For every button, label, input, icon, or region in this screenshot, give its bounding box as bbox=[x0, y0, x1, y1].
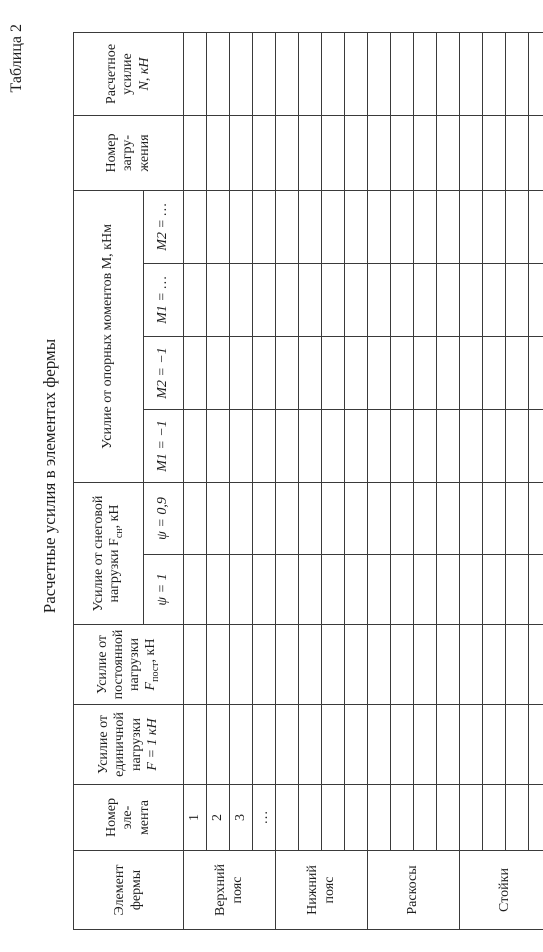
value-cell bbox=[230, 337, 253, 410]
value-cell bbox=[345, 33, 368, 116]
value-cell bbox=[230, 410, 253, 483]
value-cell bbox=[437, 191, 460, 264]
element-number-cell: 1 bbox=[184, 785, 207, 851]
table-row bbox=[368, 33, 391, 930]
value-cell bbox=[483, 116, 506, 191]
value-cell bbox=[437, 264, 460, 337]
value-cell bbox=[414, 625, 437, 705]
header-number: Номер эле- мента bbox=[74, 785, 184, 851]
table-row bbox=[414, 33, 437, 930]
value-cell bbox=[276, 625, 299, 705]
value-cell bbox=[230, 191, 253, 264]
header-load-number: Номер загру- жения bbox=[74, 116, 184, 191]
value-cell bbox=[506, 410, 529, 483]
value-cell bbox=[437, 555, 460, 625]
value-cell bbox=[322, 483, 345, 555]
value-cell bbox=[506, 705, 529, 785]
element-number-cell bbox=[299, 785, 322, 851]
value-cell bbox=[529, 555, 543, 625]
value-cell bbox=[391, 337, 414, 410]
header-m1-unit: M1 = −1 bbox=[144, 410, 184, 483]
header-m1-value: M1 = … bbox=[144, 264, 184, 337]
element-number-cell: 3 bbox=[230, 785, 253, 851]
value-cell bbox=[368, 33, 391, 116]
value-cell bbox=[322, 337, 345, 410]
value-cell bbox=[253, 191, 276, 264]
value-cell bbox=[184, 337, 207, 410]
value-cell bbox=[460, 555, 483, 625]
value-cell bbox=[414, 264, 437, 337]
table-row bbox=[460, 33, 483, 930]
value-cell bbox=[460, 191, 483, 264]
element-number-cell bbox=[391, 785, 414, 851]
value-cell bbox=[184, 116, 207, 191]
value-cell bbox=[483, 625, 506, 705]
value-cell bbox=[299, 410, 322, 483]
value-cell bbox=[483, 337, 506, 410]
header-design-force: Расчетное усилие N, кН bbox=[74, 33, 184, 116]
value-cell bbox=[391, 625, 414, 705]
value-cell bbox=[207, 191, 230, 264]
value-cell bbox=[437, 410, 460, 483]
value-cell bbox=[460, 33, 483, 116]
value-cell bbox=[483, 191, 506, 264]
table-label: Таблица 2 bbox=[8, 24, 25, 93]
value-cell bbox=[483, 555, 506, 625]
table-row bbox=[391, 33, 414, 930]
header-m2-unit: M2 = −1 bbox=[144, 337, 184, 410]
value-cell bbox=[529, 705, 543, 785]
element-group-label: Стойки bbox=[460, 851, 543, 930]
header-m2-value: M2 = … bbox=[144, 191, 184, 264]
value-cell bbox=[529, 33, 543, 116]
value-cell bbox=[437, 33, 460, 116]
value-cell bbox=[276, 116, 299, 191]
value-cell bbox=[460, 410, 483, 483]
value-cell bbox=[322, 264, 345, 337]
table-row bbox=[322, 33, 345, 930]
header-snow-load: Усилие от снеговой нагрузки $F_{сн}$, кН bbox=[74, 483, 144, 625]
header-support-moments: Усилие от опорных моментов M, кНм bbox=[74, 191, 144, 483]
value-cell bbox=[184, 555, 207, 625]
value-cell bbox=[253, 625, 276, 705]
value-cell bbox=[253, 116, 276, 191]
table-row bbox=[529, 33, 543, 930]
value-cell bbox=[184, 625, 207, 705]
value-cell bbox=[322, 625, 345, 705]
table-row bbox=[483, 33, 506, 930]
value-cell bbox=[299, 625, 322, 705]
element-number-cell: … bbox=[253, 785, 276, 851]
value-cell bbox=[506, 264, 529, 337]
value-cell bbox=[483, 483, 506, 555]
value-cell bbox=[345, 337, 368, 410]
value-cell bbox=[207, 555, 230, 625]
value-cell bbox=[414, 483, 437, 555]
value-cell bbox=[276, 337, 299, 410]
value-cell bbox=[460, 264, 483, 337]
value-cell bbox=[391, 116, 414, 191]
value-cell bbox=[391, 705, 414, 785]
value-cell bbox=[184, 33, 207, 116]
table-title: Расчетные усилия в элементах фермы bbox=[40, 338, 59, 614]
value-cell bbox=[345, 705, 368, 785]
value-cell bbox=[391, 410, 414, 483]
value-cell bbox=[414, 705, 437, 785]
table-row bbox=[184, 33, 207, 930]
value-cell bbox=[529, 116, 543, 191]
value-cell bbox=[460, 705, 483, 785]
value-cell bbox=[483, 410, 506, 483]
value-cell bbox=[345, 483, 368, 555]
value-cell bbox=[322, 555, 345, 625]
value-cell bbox=[460, 625, 483, 705]
value-cell bbox=[437, 705, 460, 785]
value-cell bbox=[483, 33, 506, 116]
value-cell bbox=[529, 625, 543, 705]
value-cell bbox=[299, 555, 322, 625]
value-cell bbox=[184, 264, 207, 337]
value-cell bbox=[368, 191, 391, 264]
value-cell bbox=[184, 705, 207, 785]
value-cell bbox=[276, 33, 299, 116]
value-cell bbox=[184, 410, 207, 483]
value-cell bbox=[253, 33, 276, 116]
value-cell bbox=[506, 625, 529, 705]
header-permanent-load: Усилие от постоянной нагрузки $F_{пост}$, кН bbox=[74, 625, 184, 705]
value-cell bbox=[207, 116, 230, 191]
value-cell bbox=[437, 483, 460, 555]
element-number-cell bbox=[506, 785, 529, 851]
value-cell bbox=[506, 337, 529, 410]
value-cell bbox=[322, 191, 345, 264]
value-cell bbox=[253, 264, 276, 337]
value-cell bbox=[322, 410, 345, 483]
value-cell bbox=[184, 191, 207, 264]
value-cell bbox=[414, 33, 437, 116]
value-cell bbox=[253, 410, 276, 483]
value-cell bbox=[253, 483, 276, 555]
value-cell bbox=[414, 410, 437, 483]
value-cell bbox=[276, 264, 299, 337]
value-cell bbox=[207, 337, 230, 410]
value-cell bbox=[276, 555, 299, 625]
value-cell bbox=[345, 410, 368, 483]
value-cell bbox=[437, 625, 460, 705]
element-group-label: Верхний пояс bbox=[184, 851, 276, 930]
value-cell bbox=[345, 191, 368, 264]
header-element: Элемент фермы bbox=[74, 851, 184, 930]
header-snow-psi-0-9: ψ = 0,9 bbox=[144, 483, 184, 555]
value-cell bbox=[483, 264, 506, 337]
value-cell bbox=[460, 116, 483, 191]
table-body bbox=[184, 33, 543, 930]
table-row bbox=[230, 33, 253, 930]
value-cell bbox=[184, 483, 207, 555]
value-cell bbox=[529, 191, 543, 264]
value-cell bbox=[368, 625, 391, 705]
value-cell bbox=[322, 705, 345, 785]
value-cell bbox=[207, 483, 230, 555]
value-cell bbox=[345, 625, 368, 705]
element-number-cell bbox=[437, 785, 460, 851]
value-cell bbox=[230, 625, 253, 705]
element-number-cell bbox=[368, 785, 391, 851]
value-cell bbox=[483, 705, 506, 785]
value-cell bbox=[276, 191, 299, 264]
table-row bbox=[437, 33, 460, 930]
value-cell bbox=[276, 410, 299, 483]
element-number-cell bbox=[276, 785, 299, 851]
value-cell bbox=[368, 337, 391, 410]
value-cell bbox=[230, 33, 253, 116]
value-cell bbox=[506, 116, 529, 191]
value-cell bbox=[345, 264, 368, 337]
value-cell bbox=[368, 705, 391, 785]
value-cell bbox=[230, 116, 253, 191]
value-cell bbox=[460, 483, 483, 555]
value-cell bbox=[529, 337, 543, 410]
value-cell bbox=[368, 264, 391, 337]
value-cell bbox=[414, 555, 437, 625]
value-cell bbox=[391, 264, 414, 337]
table-row bbox=[276, 33, 299, 930]
element-number-cell bbox=[529, 785, 543, 851]
value-cell bbox=[299, 337, 322, 410]
header-snow-psi-1: ψ = 1 bbox=[144, 555, 184, 625]
value-cell bbox=[207, 264, 230, 337]
table-row bbox=[299, 33, 322, 930]
value-cell bbox=[299, 33, 322, 116]
value-cell bbox=[299, 191, 322, 264]
value-cell bbox=[506, 191, 529, 264]
value-cell bbox=[230, 483, 253, 555]
value-cell bbox=[368, 555, 391, 625]
element-number-cell bbox=[414, 785, 437, 851]
value-cell bbox=[414, 191, 437, 264]
value-cell bbox=[368, 410, 391, 483]
element-group-label: Нижний пояс bbox=[276, 851, 368, 930]
value-cell bbox=[322, 33, 345, 116]
value-cell bbox=[207, 625, 230, 705]
value-cell bbox=[253, 555, 276, 625]
value-cell bbox=[299, 264, 322, 337]
value-cell bbox=[299, 116, 322, 191]
value-cell bbox=[391, 33, 414, 116]
value-cell bbox=[345, 116, 368, 191]
element-number-cell bbox=[460, 785, 483, 851]
value-cell bbox=[207, 33, 230, 116]
value-cell bbox=[368, 483, 391, 555]
value-cell bbox=[276, 705, 299, 785]
value-cell bbox=[529, 264, 543, 337]
element-number-cell bbox=[483, 785, 506, 851]
element-number-cell: 2 bbox=[207, 785, 230, 851]
value-cell bbox=[391, 483, 414, 555]
value-cell bbox=[506, 33, 529, 116]
value-cell bbox=[253, 337, 276, 410]
value-cell bbox=[276, 483, 299, 555]
element-number-cell bbox=[322, 785, 345, 851]
value-cell bbox=[529, 410, 543, 483]
value-cell bbox=[437, 337, 460, 410]
design-forces-table bbox=[73, 32, 543, 930]
value-cell bbox=[414, 116, 437, 191]
value-cell bbox=[322, 116, 345, 191]
value-cell bbox=[230, 264, 253, 337]
value-cell bbox=[460, 337, 483, 410]
value-cell bbox=[230, 705, 253, 785]
value-cell bbox=[529, 483, 543, 555]
value-cell bbox=[230, 555, 253, 625]
table-row bbox=[506, 33, 529, 930]
value-cell bbox=[437, 116, 460, 191]
value-cell bbox=[414, 337, 437, 410]
value-cell bbox=[207, 705, 230, 785]
value-cell bbox=[207, 410, 230, 483]
value-cell bbox=[368, 116, 391, 191]
value-cell bbox=[506, 555, 529, 625]
value-cell bbox=[299, 705, 322, 785]
element-number-cell bbox=[345, 785, 368, 851]
value-cell bbox=[391, 555, 414, 625]
value-cell bbox=[506, 483, 529, 555]
table-row bbox=[253, 33, 276, 930]
value-cell bbox=[253, 705, 276, 785]
table-row bbox=[207, 33, 230, 930]
table-row bbox=[345, 33, 368, 930]
element-group-label: Раскосы bbox=[368, 851, 460, 930]
header-unit-load: Усилие от единичной нагрузки F = 1 кН bbox=[74, 705, 184, 785]
value-cell bbox=[299, 483, 322, 555]
value-cell bbox=[391, 191, 414, 264]
value-cell bbox=[345, 555, 368, 625]
